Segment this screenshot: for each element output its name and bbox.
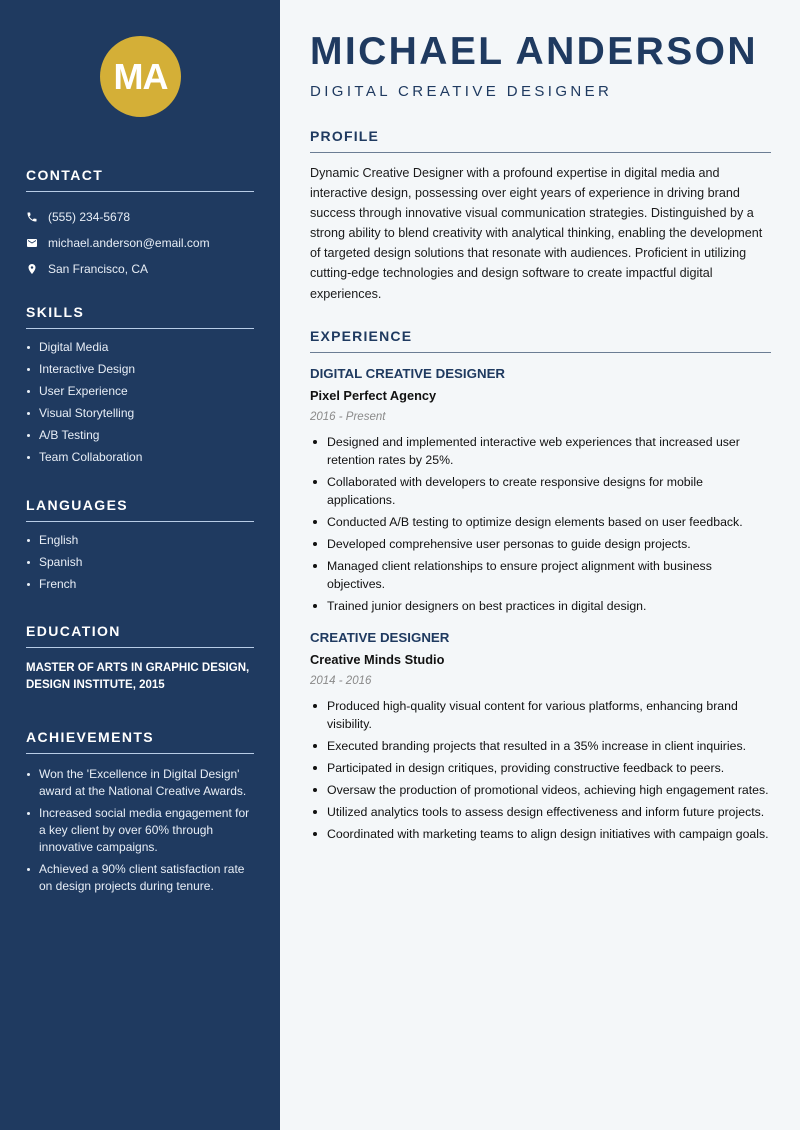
- avatar-initials: MA: [113, 55, 168, 97]
- job-company: Creative Minds Studio: [310, 652, 445, 667]
- languages-section: [26, 497, 254, 598]
- education-section: [26, 623, 254, 694]
- candidate-name: MICHAEL ANDERSON: [310, 30, 758, 73]
- language-item: Spanish: [26, 554, 254, 571]
- job-bullet: Trained junior designers on best practices in digital design.: [310, 597, 771, 615]
- skill-item: A/B Testing: [26, 427, 254, 444]
- experience-section: [310, 328, 771, 847]
- job-entry: [310, 365, 771, 615]
- email-icon: [26, 237, 48, 249]
- contact-email-text: michael.anderson@email.com: [48, 236, 210, 250]
- job-bullet: Participated in design critiques, providing constructive feedback to peers.: [310, 759, 771, 777]
- skill-item: Team Collaboration: [26, 449, 254, 466]
- language-item: English: [26, 532, 254, 549]
- job-role: DIGITAL CREATIVE DESIGNER: [310, 366, 506, 381]
- contact-heading: CONTACT: [26, 167, 254, 192]
- job-entry: [310, 629, 771, 843]
- profile-section: [310, 128, 771, 304]
- contact-section: [26, 167, 254, 282]
- contact-location-text: San Francisco, CA: [48, 262, 149, 276]
- languages-list: [26, 532, 254, 593]
- contact-location: [26, 256, 254, 282]
- avatar: [100, 36, 181, 117]
- contact-list: [26, 204, 254, 282]
- job-bullet: Collaborated with developers to create responsive designs for mobile applications.: [310, 473, 771, 509]
- job-bullet: Produced high-quality visual content for various platforms, enhancing brand visibility.: [310, 697, 771, 733]
- job-bullets: [310, 697, 771, 843]
- achievements-section: [26, 729, 254, 900]
- achievements-list: [26, 766, 254, 895]
- job-role: CREATIVE DESIGNER: [310, 630, 450, 645]
- job-dates: 2016 - Present: [310, 411, 386, 423]
- job-company: Pixel Perfect Agency: [310, 388, 437, 403]
- location-pin-icon: [26, 263, 48, 275]
- languages-heading: LANGUAGES: [26, 497, 254, 522]
- education-line-2: DESIGN INSTITUTE, 2015: [26, 679, 165, 691]
- skill-item: Visual Storytelling: [26, 405, 254, 422]
- education-heading: EDUCATION: [26, 623, 254, 648]
- achievement-item: Won the 'Excellence in Digital Design' award at the National Creative Awards.: [26, 766, 254, 800]
- education-line-1: MASTER OF ARTS IN GRAPHIC DESIGN,: [26, 662, 250, 674]
- job-bullet: Managed client relationships to ensure project alignment with business objectives.: [310, 557, 771, 593]
- skills-section: [26, 304, 254, 471]
- profile-heading: PROFILE: [310, 128, 771, 153]
- job-bullet: Executed branding projects that resulted in a 35% increase in client inquiries.: [310, 737, 771, 755]
- contact-phone: [26, 204, 254, 230]
- achievement-item: Increased social media engagement for a key client by over 60% through innovative campaigns.: [26, 805, 254, 856]
- skills-list: [26, 339, 254, 466]
- skill-item: User Experience: [26, 383, 254, 400]
- contact-email: [26, 230, 254, 256]
- phone-icon: [26, 211, 48, 223]
- job-bullet: Developed comprehensive user personas to guide design projects.: [310, 535, 771, 553]
- job-bullet: Designed and implemented interactive web experiences that increased user retention rates by 25%.: [310, 433, 771, 469]
- job-dates: 2014 - 2016: [310, 675, 372, 687]
- job-bullet: Coordinated with marketing teams to align design initiatives with campaign goals.: [310, 825, 771, 843]
- skills-heading: SKILLS: [26, 304, 254, 329]
- education-degree: [26, 660, 254, 694]
- job-bullet: Utilized analytics tools to assess design effectiveness and inform future projects.: [310, 803, 771, 821]
- achievement-item: Achieved a 90% client satisfaction rate on design projects during tenure.: [26, 861, 254, 895]
- job-bullet: Conducted A/B testing to optimize design elements based on user feedback.: [310, 513, 771, 531]
- job-bullets: [310, 433, 771, 615]
- profile-summary: Dynamic Creative Designer with a profound expertise in digital media and interactive design, possessing over eight years of experience in driving brand success through innovative visual communication strategies. Distinguished by a strong ability to blend creativity with analytical thinking, enabling the development of targeted design solutions that resonate with audiences. Proficient in utilizing cutting-edge technologies and design software to create impactful digital experiences.: [310, 166, 763, 301]
- achievements-heading: ACHIEVEMENTS: [26, 729, 254, 754]
- candidate-title: DIGITAL CREATIVE DESIGNER: [310, 83, 613, 100]
- skill-item: Digital Media: [26, 339, 254, 356]
- experience-heading: EXPERIENCE: [310, 328, 771, 353]
- skill-item: Interactive Design: [26, 361, 254, 378]
- sidebar: [0, 0, 280, 1130]
- contact-phone-text: (555) 234-5678: [48, 210, 131, 224]
- language-item: French: [26, 576, 254, 593]
- job-bullet: Oversaw the production of promotional videos, achieving high engagement rates.: [310, 781, 771, 799]
